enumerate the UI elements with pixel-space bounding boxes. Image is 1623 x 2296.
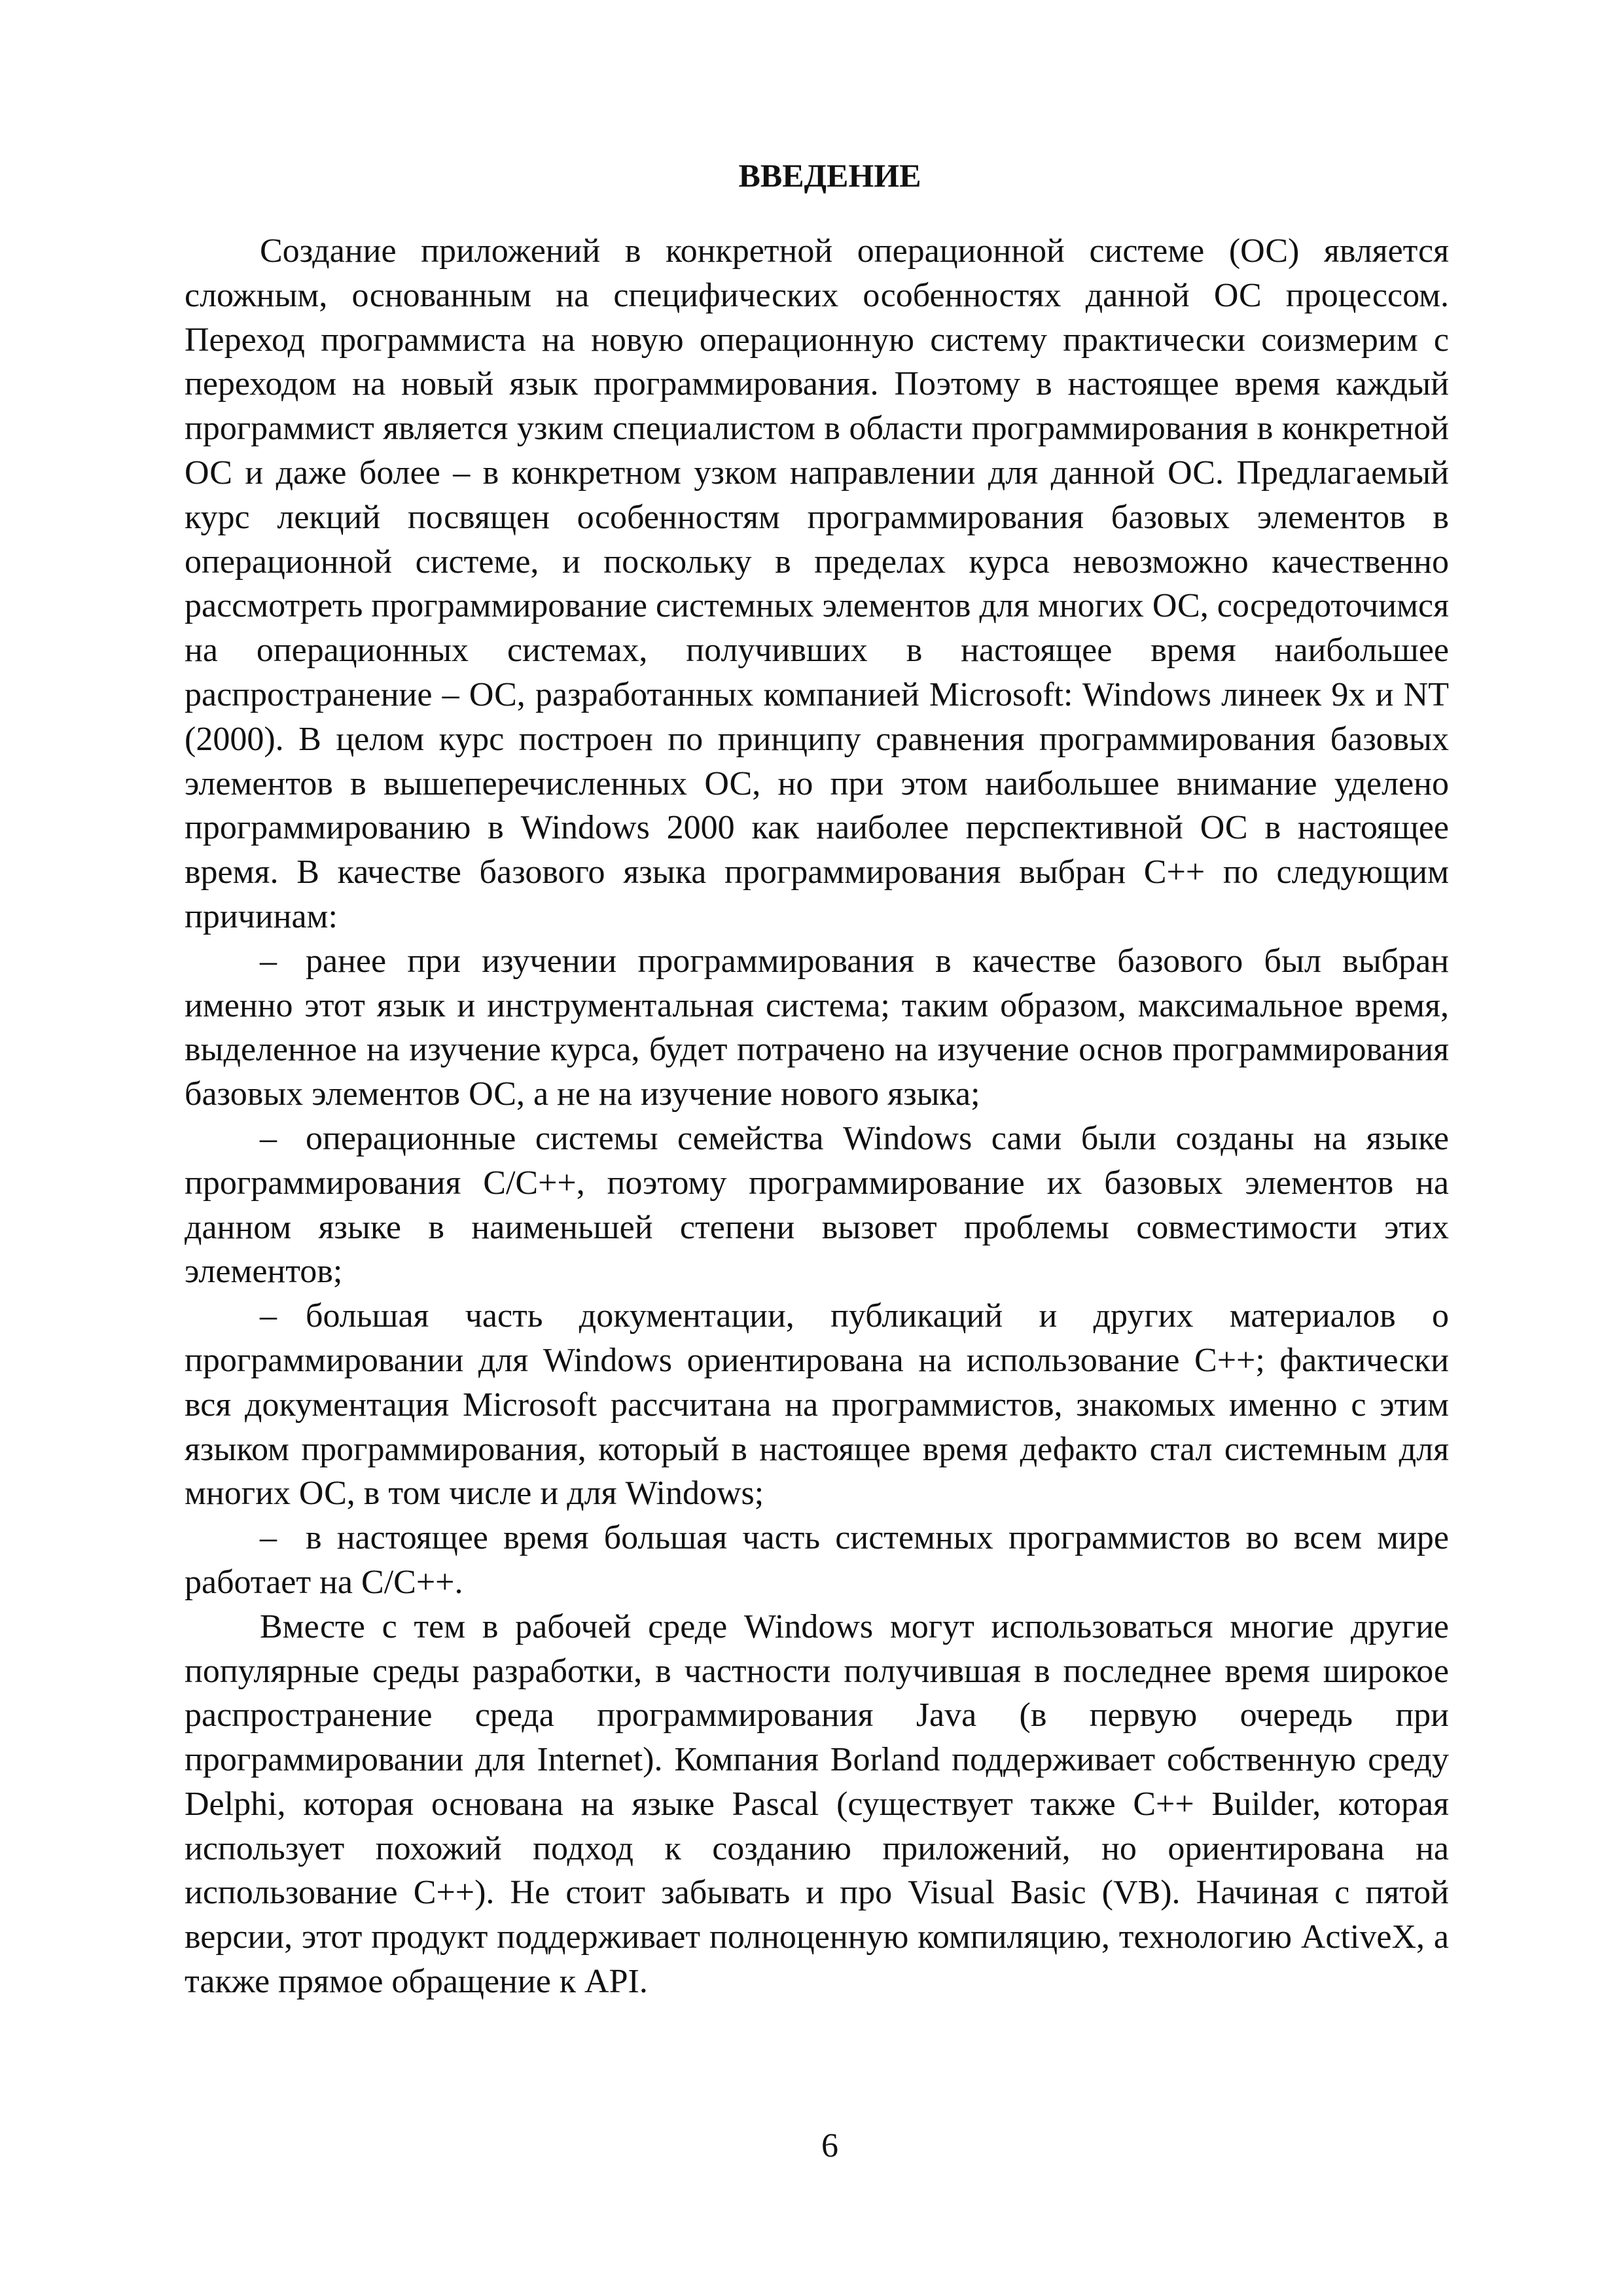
list-item-text: большая часть документации, публикаций и других материалов о программировании для Windows ориентирована на использование С++; фактически вся документация Microsoft рассчитана на программистов, знакомых именно с этим языком программирования, который в настоящее время дефакто стал системным для многих ОС, в том числе и для Windows; (185, 1297, 1449, 1513)
section-heading: ВВЕДЕНИЕ (738, 157, 921, 194)
list-dash: – (260, 1119, 277, 1157)
list-item (185, 1117, 1449, 1294)
list-item-text: в настоящее время большая часть системных программистов во всем мире работает на С/С++. (185, 1519, 1449, 1601)
list-item-text: ранее при изучении программирования в качестве базового был выбран именно этот язык и инструментальная система; таким образом, максимальное время, выделенное на изучение курса, будет потрачено на изучение основ программирования базовых элементов ОС, а не на изучение нового языка; (185, 942, 1449, 1113)
list-item (185, 1294, 1449, 1516)
list-item (185, 939, 1449, 1117)
list-item-text: операционные системы семейства Windows сами были созданы на языке программирования С/С++, поэтому программирование их базовых элементов на данном языке в наименьшей степени вызовет проблемы совместимости этих элементов; (185, 1119, 1449, 1291)
reasons-list (185, 939, 1449, 1605)
list-dash: – (260, 1297, 277, 1335)
list-dash: – (260, 942, 277, 980)
closing-paragraph: Вместе с тем в рабочей среде Windows могут использоваться многие другие популярные среды разработки, в частности получившая в последнее время широкое распространение среда программирования Java (в первую очередь при программировании для Internet). Компания Borland поддерживает собственную среду Delphi, которая основана на языке Pascal (существует также С++ Builder, которая использует похожий подход к созданию приложений, но ориентирована на использование С++). Не стоит забывать и про Visual Basic (VB). Начиная с пятой версии, этот продукт поддерживает полноценную компиляцию, технологию ActiveX, а также прямое обращение к API. (185, 1607, 1449, 2001)
list-dash: – (260, 1519, 277, 1557)
page-content (185, 149, 1449, 2004)
intro-paragraph: Создание приложений в конкретной операционной системе (ОС) является сложным, основанным на специфических особенностях данной ОС процессом. Переход программиста на новую операционную систему практически соизмерим с переходом на новый язык программирования. Поэтому в настоящее время каждый программист является узким специалистом в области программирования в конкретной ОС и даже более – в конкретном узком направлении для данной ОС. Предлагаемый курс лекций посвящен особенностям программирования базовых элементов в операционной системе, и поскольку в пределах курса невозможно качественно рассмотреть программирование системных элементов для многих ОС, сосредоточимся на операционных системах, получивших в настоящее время наибольшее распространение – ОС, разработанных компанией Microsoft: Windows линеек 9х и NT (2000). В целом курс построен по принципу сравнения программирования базовых элементов в вышеперечисленных ОС, но при этом наибольшее внимание уделено программированию в Windows 2000 как наиболее перспективной ОС в настоящее время. В качестве базового языка программирования выбран С++ по следующим причинам: (185, 232, 1449, 935)
page-number: 6 (821, 2127, 838, 2164)
list-item (185, 1516, 1449, 1605)
